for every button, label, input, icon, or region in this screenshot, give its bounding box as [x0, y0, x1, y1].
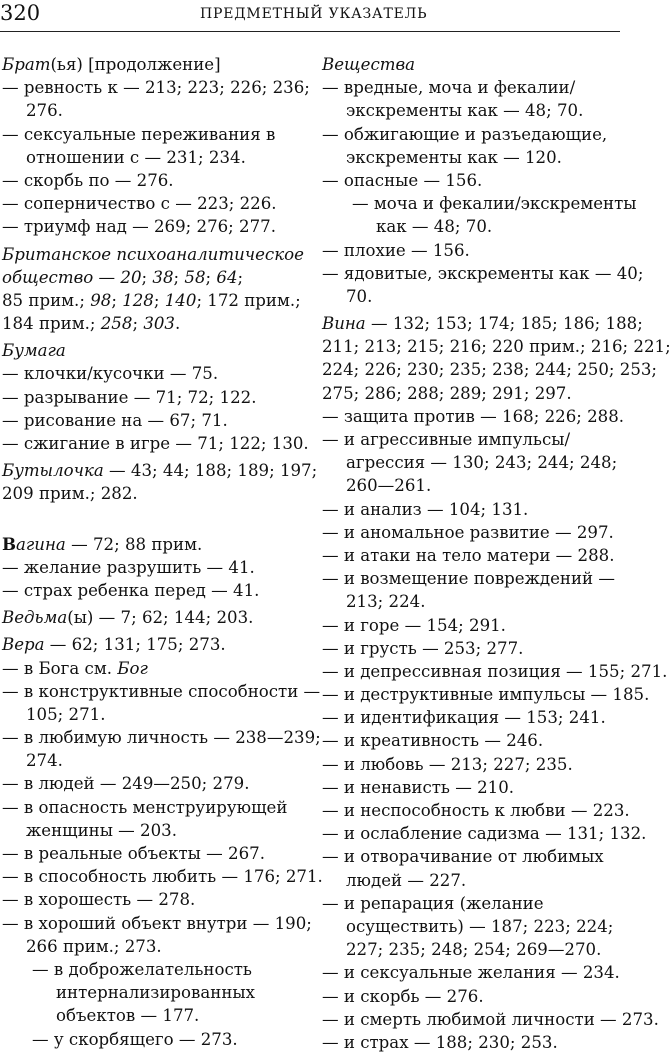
- index-text: — опасные — 156.: [322, 170, 483, 190]
- index-text: (ья) [продолжение]: [50, 55, 221, 74]
- index-line: [322, 799, 630, 822]
- index-text: — и любовь — 213; 227; 235.: [322, 754, 573, 774]
- index-text: — в конструктивные способности —: [2, 681, 321, 701]
- index-term-italic: 140: [164, 290, 197, 310]
- index-text: — и атаки на тело матери — 288.: [322, 545, 615, 565]
- index-text: — в реальные объекты — 267.: [2, 844, 265, 863]
- index-subline: [2, 703, 302, 726]
- index-subline: [2, 819, 302, 842]
- index-line: [322, 53, 618, 76]
- index-text: экскременты как — 48; 70.: [346, 101, 584, 121]
- index-text: 85 прим.;: [2, 290, 91, 310]
- index-text: — в любимую личность — 238—239;: [2, 728, 321, 748]
- index-text: — 43; 44; 188; 189; 197;: [103, 461, 318, 481]
- index-line: [322, 961, 618, 984]
- index-text: объектов — 177.: [56, 1006, 200, 1026]
- index-line: [2, 912, 312, 935]
- index-line: [322, 1008, 659, 1031]
- index-text: интернализированных: [56, 983, 255, 1003]
- index-subline: [322, 285, 618, 308]
- index-line: [322, 822, 647, 845]
- index-line: [322, 637, 618, 660]
- index-text: — сексуальные переживания в: [2, 124, 276, 144]
- index-term-italic: общество: [2, 267, 94, 287]
- page-number: 320: [0, 1, 41, 25]
- index-term-italic: 38: [152, 267, 174, 287]
- entry-spacer: [2, 506, 302, 533]
- index-text: — и страх — 188; 230; 253.: [322, 1032, 558, 1052]
- index-line: [2, 842, 302, 865]
- index-line: [2, 362, 302, 385]
- index-text: — скорбь по — 276.: [2, 170, 174, 190]
- index-line: [322, 262, 644, 285]
- index-text: — рисование на — 67; 71.: [2, 410, 228, 430]
- index-text: — и скорбь — 276.: [322, 986, 484, 1006]
- index-line: [322, 76, 618, 99]
- index-text: 266 прим.; 273.: [26, 936, 162, 956]
- index-text: — в хорошесть — 278.: [2, 890, 196, 910]
- index-line: [2, 606, 302, 629]
- index-text: — и идентификация — 153; 241.: [322, 708, 606, 728]
- index-text: как — 48; 70.: [376, 217, 493, 237]
- index-line: [2, 192, 302, 215]
- index-text: — в Бога см.: [2, 658, 118, 678]
- index-line: [322, 335, 671, 358]
- index-line: [322, 358, 658, 381]
- index-text: — и сексуальные желания — 234.: [322, 963, 620, 983]
- index-text: 213; 224.: [346, 592, 426, 612]
- index-text: — ревность к — 213; 223; 226; 236;: [2, 78, 310, 98]
- index-line: [322, 239, 618, 262]
- index-line: [322, 683, 650, 706]
- index-subline: [322, 192, 637, 215]
- index-subline: [2, 981, 302, 1004]
- index-subline: [2, 1028, 302, 1051]
- index-line: [322, 382, 618, 405]
- index-subline: [322, 938, 618, 961]
- index-term-italic: 303: [143, 314, 175, 334]
- index-line: [322, 845, 618, 868]
- index-text: 224; 226; 230; 235; 238; 244; 250; 253;: [322, 360, 658, 380]
- index-term-italic: 258: [100, 314, 133, 334]
- index-line: [322, 753, 618, 776]
- index-line: [2, 533, 302, 556]
- index-text: — в опасность менструирующей: [2, 797, 288, 817]
- index-line: [322, 1031, 618, 1054]
- page-header: [0, 0, 620, 34]
- index-line: [2, 312, 302, 335]
- index-term-italic: 58: [184, 267, 206, 287]
- index-line: [322, 706, 618, 729]
- index-text: — триумф над — 269; 276; 277.: [2, 217, 276, 237]
- index-text: — и деструктивные импульсы — 185.: [322, 685, 650, 705]
- index-text: — и ослабление садизма — 131; 132.: [322, 824, 647, 844]
- index-text: 209 прим.; 282.: [2, 484, 138, 504]
- index-text: — и креативность — 246.: [322, 731, 544, 751]
- index-text: — в хороший объект внутри — 190;: [2, 913, 312, 933]
- index-subline: [322, 869, 618, 892]
- index-text: — моча и фекалии/экскременты: [352, 194, 637, 214]
- index-text: ;: [205, 267, 217, 287]
- index-text: 276.: [26, 101, 63, 121]
- index-text: экскременты как — 120.: [346, 147, 562, 167]
- running-head: ПРЕДМЕТНЫЙ УКАЗАТЕЛЬ: [200, 6, 428, 22]
- index-term-italic: Ведьма: [2, 608, 68, 628]
- header-rule: [0, 31, 620, 32]
- index-text: — обжигающие и разъедающие,: [322, 124, 608, 144]
- index-line: [322, 169, 618, 192]
- index-line: [322, 892, 618, 915]
- index-line: [2, 409, 302, 432]
- index-term-italic: Бог: [117, 658, 148, 678]
- index-text: ;: [153, 290, 165, 310]
- index-text: 184 прим.;: [2, 314, 101, 334]
- index-text: — клочки/кусочки — 75.: [2, 364, 219, 384]
- index-text: — и смерть любимой личности — 273.: [322, 1009, 659, 1029]
- index-line: [2, 76, 310, 99]
- index-text: (ы) — 7; 62; 144; 203.: [67, 608, 254, 628]
- index-text: .: [175, 314, 181, 334]
- index-line: [2, 865, 323, 888]
- index-line: [322, 521, 618, 544]
- index-text: — соперничество с — 223; 226.: [2, 194, 277, 214]
- index-subline: [2, 749, 302, 772]
- index-subline: [2, 146, 302, 169]
- index-line: [2, 215, 302, 238]
- index-subline: [322, 474, 618, 497]
- index-text: — и репарация (желание: [322, 893, 544, 913]
- index-text: агрессия — 130; 243; 244; 248;: [346, 453, 618, 473]
- index-term-italic: Вера: [2, 635, 45, 655]
- index-text: — 132; 153; 174; 185; 186; 188;: [365, 314, 643, 334]
- index-text: — плохие — 156.: [322, 240, 470, 260]
- index-text: — у скорбящего — 273.: [32, 1029, 238, 1049]
- index-line: [2, 888, 302, 911]
- index-subline: [2, 99, 302, 122]
- index-line: [2, 633, 302, 656]
- index-text: — и отворачивание от любимых: [322, 847, 604, 867]
- index-text: 70.: [346, 286, 373, 306]
- index-text: — в способность любить — 176; 271.: [2, 867, 323, 887]
- index-text: — в доброжелательность: [32, 959, 252, 979]
- index-text: — и агрессивные импульсы/: [322, 430, 571, 449]
- index-subline: [322, 146, 618, 169]
- index-text: — страх ребенка перед — 41.: [2, 580, 260, 600]
- index-text: — в людей — 249—250; 279.: [2, 774, 250, 794]
- index-text: — и аномальное развитие — 297.: [322, 522, 614, 542]
- index-term-italic: Бумага: [2, 341, 66, 361]
- index-text: — ядовитые, экскременты как — 40;: [322, 263, 644, 283]
- index-text: — и возмещение повреждений —: [322, 569, 615, 589]
- index-text: — 62; 131; 175; 273.: [44, 635, 226, 655]
- index-subline: [2, 935, 302, 958]
- index-text: осуществить) — 187; 223; 224;: [346, 916, 614, 936]
- index-line: [2, 657, 302, 680]
- index-text: 105; 271.: [26, 704, 106, 724]
- index-term-italic: 20: [120, 267, 142, 287]
- index-text: ;: [111, 290, 123, 310]
- index-column-left: [2, 53, 323, 1051]
- index-text: ;: [237, 267, 244, 287]
- index-text: людей — 227.: [346, 870, 467, 890]
- index-text: В: [2, 533, 17, 554]
- index-column-right: [322, 53, 671, 1054]
- index-text: — желание разрушить — 41.: [2, 557, 255, 577]
- index-subline: [322, 99, 618, 122]
- index-line: [2, 796, 302, 819]
- index-line: [2, 432, 309, 455]
- index-term-italic: Британское психоаналитическое: [2, 244, 304, 264]
- index-text: — и грусть — 253; 277.: [322, 638, 524, 658]
- index-text: — и депрессивная позиция — 155; 271.: [322, 661, 668, 681]
- index-line: [322, 567, 618, 590]
- index-term-italic: агина: [16, 534, 66, 554]
- index-subline: [322, 590, 618, 613]
- index-subline: [2, 1004, 302, 1027]
- index-text: — защита против — 168; 226; 288.: [322, 406, 625, 426]
- index-text: 275; 286; 288; 289; 291; 297.: [322, 383, 572, 403]
- index-subline: [322, 451, 618, 474]
- index-line: [2, 680, 321, 703]
- index-text: — и анализ — 104; 131.: [322, 499, 529, 519]
- index-line: [2, 266, 302, 289]
- index-line: [2, 726, 321, 749]
- index-line: [322, 729, 618, 752]
- index-text: 274.: [26, 751, 63, 771]
- index-line: [322, 614, 618, 637]
- index-line: [2, 53, 302, 76]
- index-line: [2, 482, 302, 505]
- index-line: [322, 776, 618, 799]
- index-line: [2, 386, 302, 409]
- index-term-italic: Брат: [2, 55, 51, 74]
- index-term-italic: Бутылочка: [2, 461, 104, 481]
- index-text: ;: [141, 267, 153, 287]
- index-subline: [2, 958, 302, 981]
- index-text: ;: [132, 314, 144, 334]
- index-term-italic: 128: [122, 290, 154, 310]
- index-line: [322, 544, 618, 567]
- index-text: ; 172 прим.;: [196, 290, 301, 310]
- index-line: [322, 405, 625, 428]
- index-term-italic: Вина: [322, 314, 366, 334]
- index-text: ;: [173, 267, 185, 287]
- index-line: [322, 312, 643, 335]
- index-line: [2, 123, 302, 146]
- index-line: [2, 579, 302, 602]
- index-text: — вредные, моча и фекалии/: [322, 78, 576, 98]
- index-text: 211; 213; 215; 216; 220 прим.; 216; 221;: [322, 337, 671, 357]
- index-line: [322, 498, 618, 521]
- index-line: [322, 660, 668, 683]
- index-line: [322, 123, 618, 146]
- index-line: [2, 289, 302, 312]
- index-line: [2, 169, 302, 192]
- index-line: [322, 985, 618, 1008]
- index-text: — и ненависть — 210.: [322, 777, 515, 797]
- index-subline: [322, 215, 618, 238]
- index-text: отношении с — 231; 234.: [26, 147, 246, 167]
- index-text: 260—261.: [346, 476, 432, 496]
- index-line: [2, 459, 318, 482]
- index-term-italic: 64: [216, 267, 238, 287]
- index-text: женщины — 203.: [26, 820, 177, 840]
- index-text: — и горе — 154; 291.: [322, 615, 506, 635]
- index-text: — разрывание — 71; 72; 122.: [2, 387, 257, 407]
- index-line: [2, 556, 302, 579]
- index-text: —: [93, 267, 121, 287]
- index-text: — 72; 88 прим.: [65, 534, 203, 554]
- index-line: [2, 243, 302, 266]
- index-subline: [322, 915, 618, 938]
- index-text: — и неспособность к любви — 223.: [322, 801, 630, 820]
- index-term-italic: 98: [90, 290, 112, 310]
- index-text: 227; 235; 248; 254; 269—270.: [346, 940, 602, 960]
- index-text: — сжигание в игре — 71; 122; 130.: [2, 434, 309, 453]
- index-term-italic: Вещества: [322, 55, 416, 74]
- index-line: [2, 772, 302, 795]
- index-line: [322, 428, 618, 451]
- index-line: [2, 339, 302, 362]
